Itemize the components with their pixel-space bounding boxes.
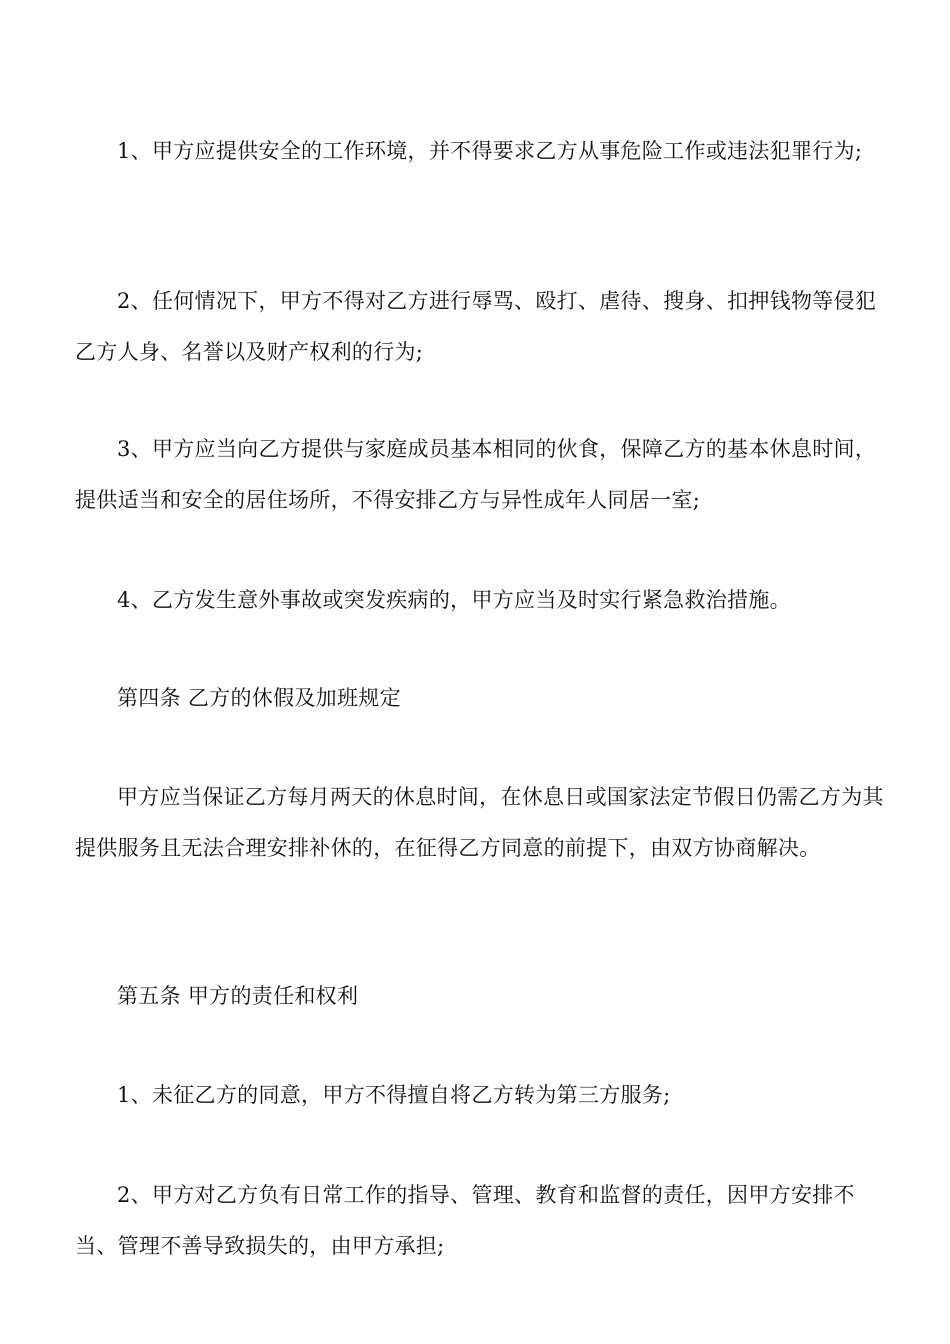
clause-3-item-1: 1、甲方应提供安全的工作环境，并不得要求乙方从事危险工作或违法犯罪行为; bbox=[117, 139, 863, 163]
section-heading-article-4: 第四条 乙方的休假及加班规定 bbox=[117, 686, 401, 710]
clause-3-item-2: 2、任何情况下，甲方不得对乙方进行辱骂、殴打、虐待、搜身、扣押钱物等侵犯乙方人身、名誉以及财产权利的行为; bbox=[75, 289, 877, 364]
section-heading-article-5: 第五条 甲方的责任和权利 bbox=[117, 984, 359, 1008]
clause-3-item-3: 3、甲方应当向乙方提供与家庭成员基本相同的伙食，保障乙方的基本休息时间，提供适当和安全的居住场所，不得安排乙方与异性成年人同居一室; bbox=[75, 437, 877, 512]
article-5-item-1: 1、未征乙方的同意，甲方不得擅自将乙方转为第三方服务; bbox=[117, 1083, 671, 1107]
article-4-body: 甲方应当保证乙方每月两天的休息时间，在休息日或国家法定节假日仍需乙方为其提供服务且无法合理安排补休的，在征得乙方同意的前提下，由双方协商解决。 bbox=[75, 785, 884, 860]
article-5-item-2: 2、甲方对乙方负有日常工作的指导、管理、教育和监督的责任，因甲方安排不当、管理不善导致损失的，由甲方承担; bbox=[75, 1183, 855, 1258]
clause-3-item-4: 4、乙方发生意外事故或突发疾病的，甲方应当及时实行紧急救治措施。 bbox=[117, 588, 791, 612]
